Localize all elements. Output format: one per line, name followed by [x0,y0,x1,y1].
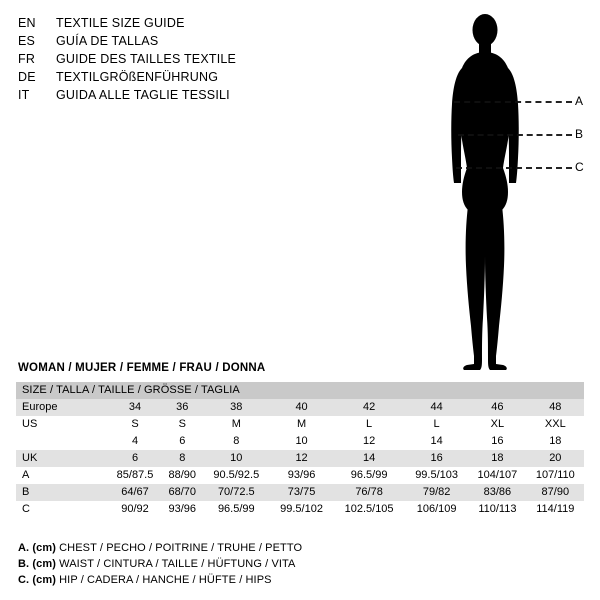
table-row [16,501,584,518]
language-title: GUÍA DE TALLAS [56,34,159,48]
row-label: Europe [16,399,108,416]
table-cell: L [405,416,468,433]
table-cell: 18 [468,450,527,467]
table-cell: 68/70 [162,484,203,501]
language-code: DE [18,70,36,84]
table-cell: 10 [203,450,271,467]
measure-line-c [456,167,572,169]
table-row [16,450,584,467]
table-cell: 18 [527,433,584,450]
table-cell: 102.5/105 [333,501,405,518]
table-cell: 8 [162,450,203,467]
table-cell: 16 [468,433,527,450]
table-cell: 87/90 [527,484,584,501]
table-cell: 96.5/99 [203,501,271,518]
row-label: C [16,501,108,518]
table-cell: 114/119 [527,501,584,518]
table-cell: 106/109 [405,501,468,518]
note-key: C. (cm) [18,574,56,586]
table-cell: 79/82 [405,484,468,501]
language-code: ES [18,34,36,48]
table-cell: 4 [108,433,162,450]
row-label [16,433,108,450]
table-row [16,484,584,501]
language-title: TEXTILGRÖßENFÜHRUNG [56,70,219,84]
note-row [18,572,578,588]
table-cell: 14 [333,450,405,467]
table-cell: 48 [527,399,584,416]
note-text: CHEST / PECHO / POITRINE / TRUHE / PETTO [59,542,303,554]
table-header-label: SIZE / TALLA / TAILLE / GRÖSSE / TAGLIA [16,382,584,399]
measurement-notes [18,540,578,588]
note-row [18,556,578,572]
row-label: US [16,416,108,433]
table-cell: 40 [270,399,333,416]
table-cell: 73/75 [270,484,333,501]
table-cell: L [333,416,405,433]
table-cell: 96.5/99 [333,467,405,484]
table-cell: 6 [162,433,203,450]
table-cell: 88/90 [162,467,203,484]
note-text: HIP / CADERA / HANCHE / HÜFTE / HIPS [59,574,272,586]
table-cell: M [203,416,271,433]
table-row [16,433,584,450]
language-row [18,32,338,50]
table-cell: 90/92 [108,501,162,518]
row-label: UK [16,450,108,467]
language-code: EN [18,16,36,30]
table-cell: 46 [468,399,527,416]
table-cell: 104/107 [468,467,527,484]
language-title: TEXTILE SIZE GUIDE [56,16,185,30]
table-cell: 14 [405,433,468,450]
table-cell: M [270,416,333,433]
table-row [16,416,584,433]
table-cell: 64/67 [108,484,162,501]
measure-line-a [454,101,572,103]
table-cell: 76/78 [333,484,405,501]
table-cell: 70/72.5 [203,484,271,501]
table-row [16,399,584,416]
note-text: WAIST / CINTURA / TAILLE / HÜFTUNG / VITA [59,558,296,570]
table-cell: 110/113 [468,501,527,518]
table-cell: 44 [405,399,468,416]
row-label: A [16,467,108,484]
table-cell: 107/110 [527,467,584,484]
table-cell: 99.5/102 [270,501,333,518]
table-header-row [16,382,584,399]
table-cell: XL [468,416,527,433]
size-table [16,382,584,518]
table-cell: 85/87.5 [108,467,162,484]
table-cell: S [108,416,162,433]
table-cell: XXL [527,416,584,433]
table-row [16,467,584,484]
measure-label-c: C [575,160,584,174]
note-row [18,540,578,556]
language-title-block [18,14,338,104]
table-cell: 93/96 [162,501,203,518]
table-cell: 12 [333,433,405,450]
table-cell: 90.5/92.5 [203,467,271,484]
measure-line-b [458,134,572,136]
table-cell: 93/96 [270,467,333,484]
table-cell: 6 [108,450,162,467]
table-cell: 99.5/103 [405,467,468,484]
measure-label-a: A [575,94,584,108]
language-row [18,14,338,32]
table-cell: 83/86 [468,484,527,501]
table-cell: 38 [203,399,271,416]
table-cell: 34 [108,399,162,416]
note-key: B. (cm) [18,558,56,570]
table-cell: 36 [162,399,203,416]
table-cell: 12 [270,450,333,467]
table-cell: 42 [333,399,405,416]
table-cell: 16 [405,450,468,467]
row-label: B [16,484,108,501]
language-row [18,86,338,104]
section-caption: WOMAN / MUJER / FEMME / FRAU / DONNA [18,362,266,374]
measure-label-b: B [575,127,584,141]
table-cell: 10 [270,433,333,450]
table-cell: 20 [527,450,584,467]
language-code: IT [18,88,30,102]
language-row [18,50,338,68]
language-row [18,68,338,86]
table-cell: 8 [203,433,271,450]
note-key: A. (cm) [18,542,56,554]
language-title: GUIDA ALLE TAGLIE TESSILI [56,88,230,102]
figure-area [420,8,595,378]
female-silhouette-icon [420,8,595,378]
language-code: FR [18,52,36,66]
table-cell: S [162,416,203,433]
language-title: GUIDE DES TAILLES TEXTILE [56,52,237,66]
